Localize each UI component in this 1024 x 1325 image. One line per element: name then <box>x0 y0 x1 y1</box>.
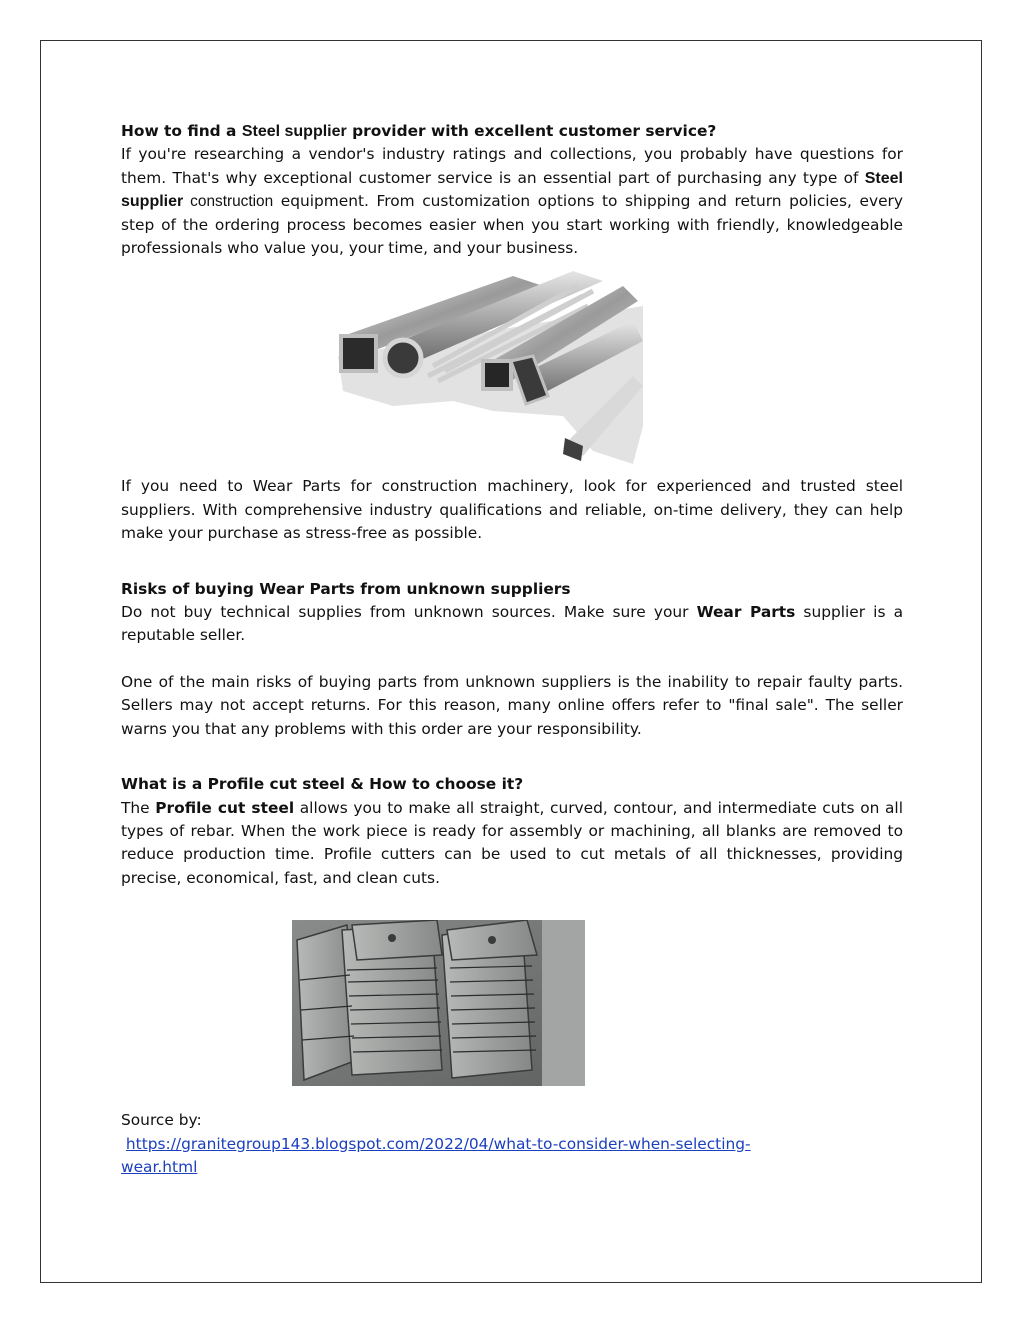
paragraph-profile-cut <box>121 797 903 891</box>
paragraph-unknown-sources <box>121 601 903 648</box>
heading-brand: Steel supplier <box>241 123 347 140</box>
source-link-line2[interactable]: wear.html <box>121 1157 198 1176</box>
source-link-paragraph <box>121 1133 903 1180</box>
heading-text: How to find a <box>121 122 242 140</box>
source-label: Source by: <box>121 1111 202 1130</box>
paragraph-wear-parts-suppliers: If you need to Wear Parts for construction machinery, look for experienced and trusted steel suppliers. With comprehensive industry qualifications and reliable, on-time delivery, they can help make your purchase as stress-free as possible. <box>121 477 903 543</box>
paragraph-text: Do not buy technical supplies from unknown sources. Make sure your <box>121 603 697 622</box>
profile-cut-steel-image <box>292 920 585 1086</box>
paragraph-text: allows you to make all straight, curved, contour, and intermediate cuts on all types of rebar. When the work piece is ready for assembly or machining, all blanks are removed to reduce production time. Profile cutters can be used to cut metals of all thicknesses, providing precise, economical, fast, and clean cuts. <box>121 798 903 887</box>
brand-text: Steel supplier <box>121 169 903 211</box>
heading-text: provider with excellent customer service? <box>346 122 717 140</box>
section-heading-risks: Risks of buying Wear Parts from unknown suppliers <box>121 579 571 598</box>
paragraph-text: supplier is a reputable seller. <box>121 603 903 645</box>
document-body <box>121 120 903 1179</box>
section-heading-steel-supplier <box>121 120 903 143</box>
source-link-line1[interactable]: https://granitegroup143.blogspot.com/2022/04/what-to-consider-when-selecting- <box>125 1134 751 1153</box>
paragraph-text: The <box>121 798 156 817</box>
paragraph-risks-detail: One of the main risks of buying parts from unknown suppliers is the inability to repair faulty parts. Sellers may not accept returns. For this reason, many online offers refer to "final sale". The seller warns you that any problems with this order are your responsibility. <box>121 672 903 738</box>
section-heading-profile-cut: What is a Profile cut steel & How to choose it? <box>121 775 524 794</box>
paragraph-customer-service <box>121 143 903 260</box>
source-link[interactable] <box>121 1135 751 1176</box>
paragraph-text: equipment. From customization options to shipping and return policies, every step of the ordering process becomes easier when you start working with friendly, knowledgeable professionals who value you, your time, and your business. <box>121 192 903 258</box>
bold-text: Profile cut steel <box>155 798 295 817</box>
paragraph-text: If you're researching a vendor's industry ratings and collections, you probably have questions for them. That's why exceptional customer service is an essential part of purchasing any type of <box>121 145 903 187</box>
paragraph-text: construction <box>183 193 274 211</box>
steel-profiles-image <box>333 266 643 466</box>
bold-text: Wear Parts <box>696 603 796 622</box>
